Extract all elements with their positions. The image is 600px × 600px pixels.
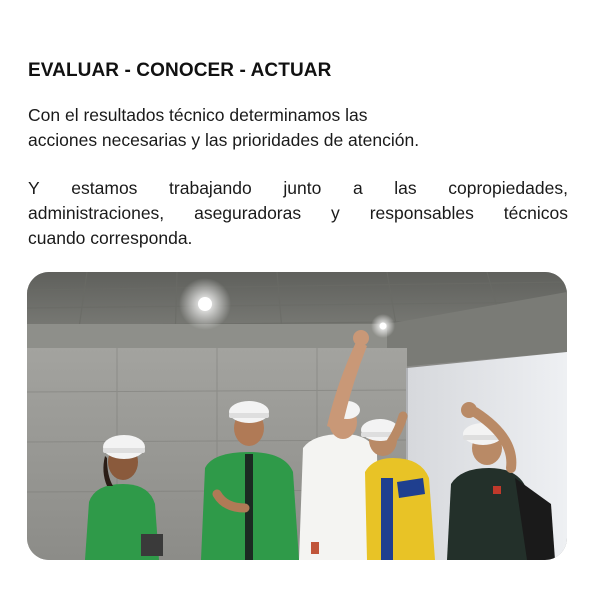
word: a <box>352 178 363 198</box>
word: y <box>331 203 340 223</box>
partners-line-3: cuando corresponda. <box>28 228 193 248</box>
word: las <box>394 178 417 198</box>
inspection-photo <box>27 272 567 560</box>
photo-image <box>27 272 567 560</box>
word: responsables <box>369 203 474 223</box>
intro-line-1: Con el resultados técnico determinamos las <box>28 105 368 125</box>
word: copropiedades, <box>448 178 568 198</box>
partners-paragraph <box>28 176 568 251</box>
word: técnicos <box>503 203 568 223</box>
word: junto <box>283 178 322 198</box>
word: Y <box>28 178 40 198</box>
word: trabajando <box>169 178 252 198</box>
partners-line-2 <box>28 201 568 226</box>
word: administraciones, <box>28 203 165 223</box>
intro-line-2: acciones necesarias y las prioridades de atención. <box>28 130 420 150</box>
partners-line-1 <box>28 176 568 201</box>
word: estamos <box>71 178 138 198</box>
intro-paragraph <box>28 103 508 153</box>
word: aseguradoras <box>194 203 302 223</box>
page-heading: EVALUAR - CONOCER - ACTUAR <box>28 60 332 81</box>
